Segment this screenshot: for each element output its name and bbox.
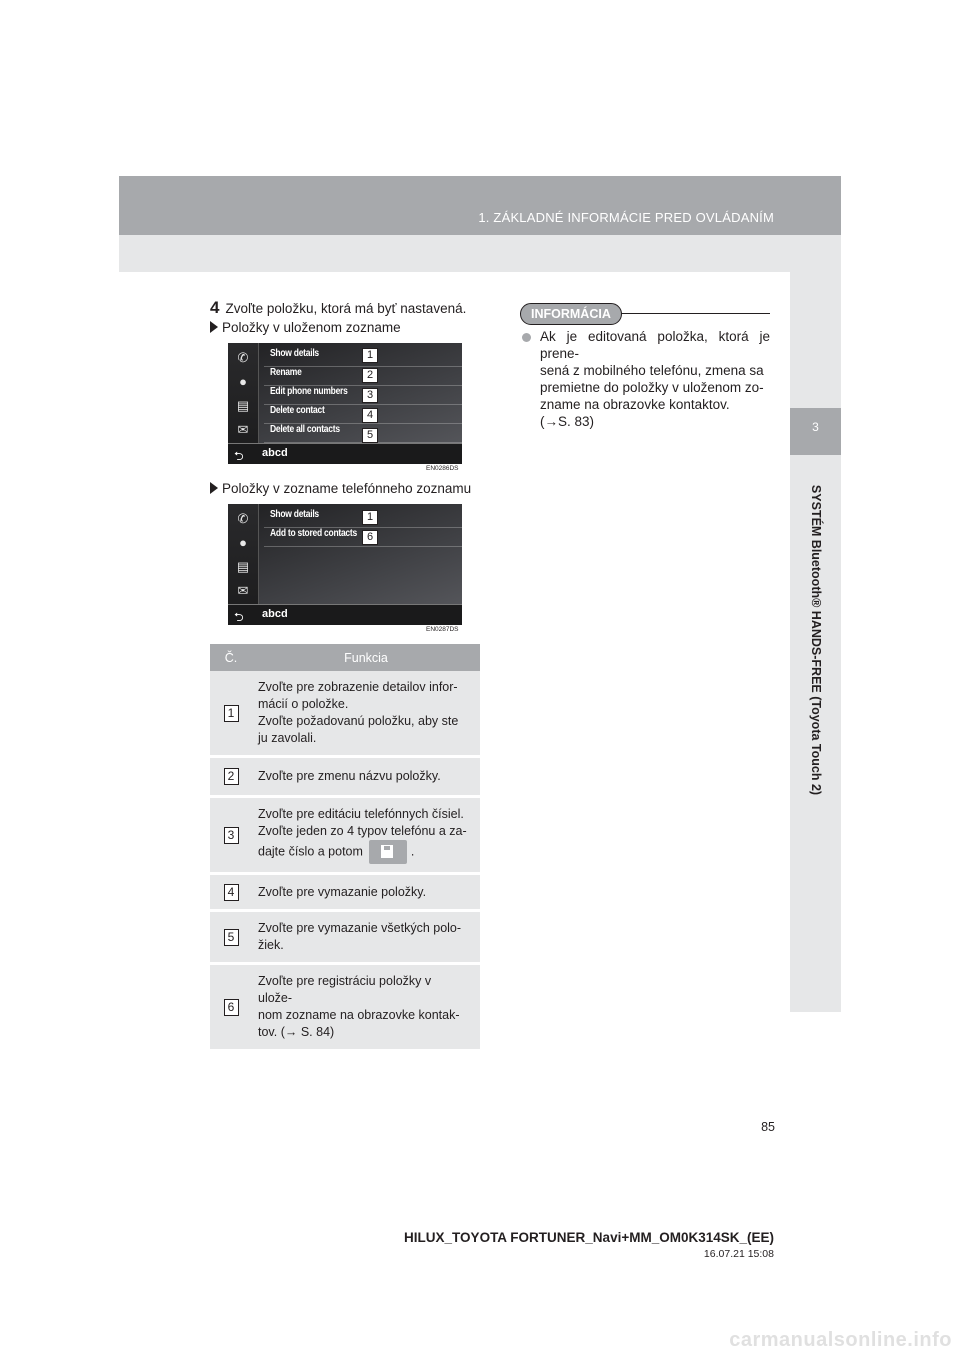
row-number: 3 <box>224 827 239 844</box>
row-number-cell <box>210 964 252 1051</box>
chapter-side-title-text: SYSTÉM Bluetooth® HANDS-FREE (Toyota Touch 2) <box>809 484 823 796</box>
contact-icon: ● <box>239 535 247 550</box>
search-text: abcd <box>262 447 288 459</box>
row-text-end: . <box>410 844 415 859</box>
row-text: Zvoľte pre zobrazenie detailov infor- mácií o položke. Zvoľte požadovanú položku, aby ste ju zavolali. <box>258 680 459 745</box>
table-row <box>210 964 480 1051</box>
bullet-dot-icon <box>522 333 531 342</box>
row-text: Zvoľte pre registráciu položky v ulože- nom zozname na obrazovke kontak- tov. (→ S. 84) <box>258 974 460 1039</box>
step-text: Zvoľte položku, ktorá má byť nastavená. <box>225 301 467 316</box>
message-icon: ✉ <box>237 583 249 598</box>
row-description <box>252 757 480 797</box>
bullet-triangle-icon <box>210 482 218 494</box>
back-icon[interactable]: ⮌ <box>234 610 244 624</box>
row-text: Zvoľte pre zmenu názvu položky. <box>258 769 441 783</box>
row-description <box>252 911 480 964</box>
function-table <box>210 644 480 1052</box>
call-history-icon: ▤ <box>236 559 250 574</box>
screen-2-heading <box>210 481 471 496</box>
row-text: Zvoľte pre vymazanie položky. <box>258 884 427 899</box>
bullet-triangle-icon <box>210 321 218 333</box>
menu-item-label: Rename <box>270 367 302 378</box>
message-icon: ✉ <box>237 422 249 437</box>
screen-1-heading-text: Položky v uloženom zozname <box>222 320 401 335</box>
table-header-row <box>210 644 480 671</box>
contact-icon: ● <box>239 374 247 389</box>
search-text: abcd <box>262 608 288 620</box>
screen-1-heading <box>210 320 401 335</box>
row-description <box>252 797 480 874</box>
row-number: 5 <box>224 929 239 946</box>
row-number: 1 <box>224 705 239 722</box>
header-bar <box>119 176 841 235</box>
callout-number: 6 <box>362 530 378 545</box>
document-date: 16.07.21 15:08 <box>703 1248 774 1260</box>
info-badge: INFORMÁCIA <box>520 303 622 325</box>
row-description <box>252 964 480 1051</box>
header-number: Č. <box>210 644 252 671</box>
table-row <box>210 874 480 911</box>
row-description <box>252 671 480 757</box>
step-number: 4 <box>210 298 220 317</box>
callout-number: 1 <box>362 510 378 525</box>
callout-number: 3 <box>362 388 378 403</box>
header-function: Funkcia <box>252 644 480 671</box>
table-row <box>210 757 480 797</box>
document-id: HILUX_TOYOTA FORTUNER_Navi+MM_OM0K314SK_(EE) <box>404 1230 774 1245</box>
screen-stored-contacts <box>228 343 462 464</box>
callout-number: 4 <box>362 408 378 423</box>
row-text-tail: dajte číslo a potom <box>258 844 363 859</box>
screen-phonebook <box>228 504 462 625</box>
table-row <box>210 911 480 964</box>
callout-number: 5 <box>362 428 378 443</box>
table-row <box>210 671 480 757</box>
callout-number: 2 <box>362 368 378 383</box>
row-description <box>252 874 480 911</box>
page-number: 85 <box>761 1120 775 1134</box>
screen-2-heading-text: Položky v zozname telefónneho zoznamu <box>222 481 472 496</box>
phone-icon: ✆ <box>237 350 249 365</box>
watermark: carmanualsonline.info <box>729 1329 952 1351</box>
info-text: Ak je editovaná položka, ktorá je prene- sená z mobilného telefónu, zmena sa premietne do položky v uloženom zo- zname na obrazovke kontaktov. (→S. 83) <box>540 329 770 429</box>
row-text: Zvoľte pre vymazanie všetkých polo- žiek. <box>258 921 462 952</box>
menu-item-label: Edit phone numbers <box>270 386 348 397</box>
menu-item-label: Show details <box>270 348 319 359</box>
step-instruction <box>210 298 466 318</box>
image-code: EN0286DS <box>426 465 459 472</box>
callout-number: 1 <box>362 348 378 363</box>
menu-item-label: Delete contact <box>270 405 325 416</box>
phone-icon: ✆ <box>237 511 249 526</box>
back-icon[interactable]: ⮌ <box>234 449 244 463</box>
save-icon <box>369 840 407 864</box>
row-number-cell <box>210 911 252 964</box>
image-code: EN0287DS <box>426 626 459 633</box>
call-history-icon: ▤ <box>236 398 250 413</box>
chapter-number: 3 <box>812 420 819 434</box>
menu-item-label: Add to stored contacts <box>270 528 357 539</box>
menu-item-label: Delete all contacts <box>270 424 340 435</box>
section-title: 1. ZÁKLADNÉ INFORMÁCIE PRED OVLÁDANÍM <box>478 210 774 225</box>
row-number: 6 <box>224 999 239 1016</box>
menu-item-label: Show details <box>270 509 319 520</box>
row-number-cell <box>210 874 252 911</box>
row-text: Zvoľte pre editáciu telefónnych čísiel. Zvoľte jeden zo 4 typov telefónu a za- <box>258 807 467 838</box>
row-number-cell <box>210 757 252 797</box>
row-number: 4 <box>224 884 239 901</box>
row-number-cell <box>210 671 252 757</box>
row-number-cell <box>210 797 252 874</box>
table-row <box>210 797 480 874</box>
screen-bottom-bar <box>228 604 462 625</box>
screen-bottom-bar <box>228 443 462 464</box>
row-number: 2 <box>224 768 239 785</box>
